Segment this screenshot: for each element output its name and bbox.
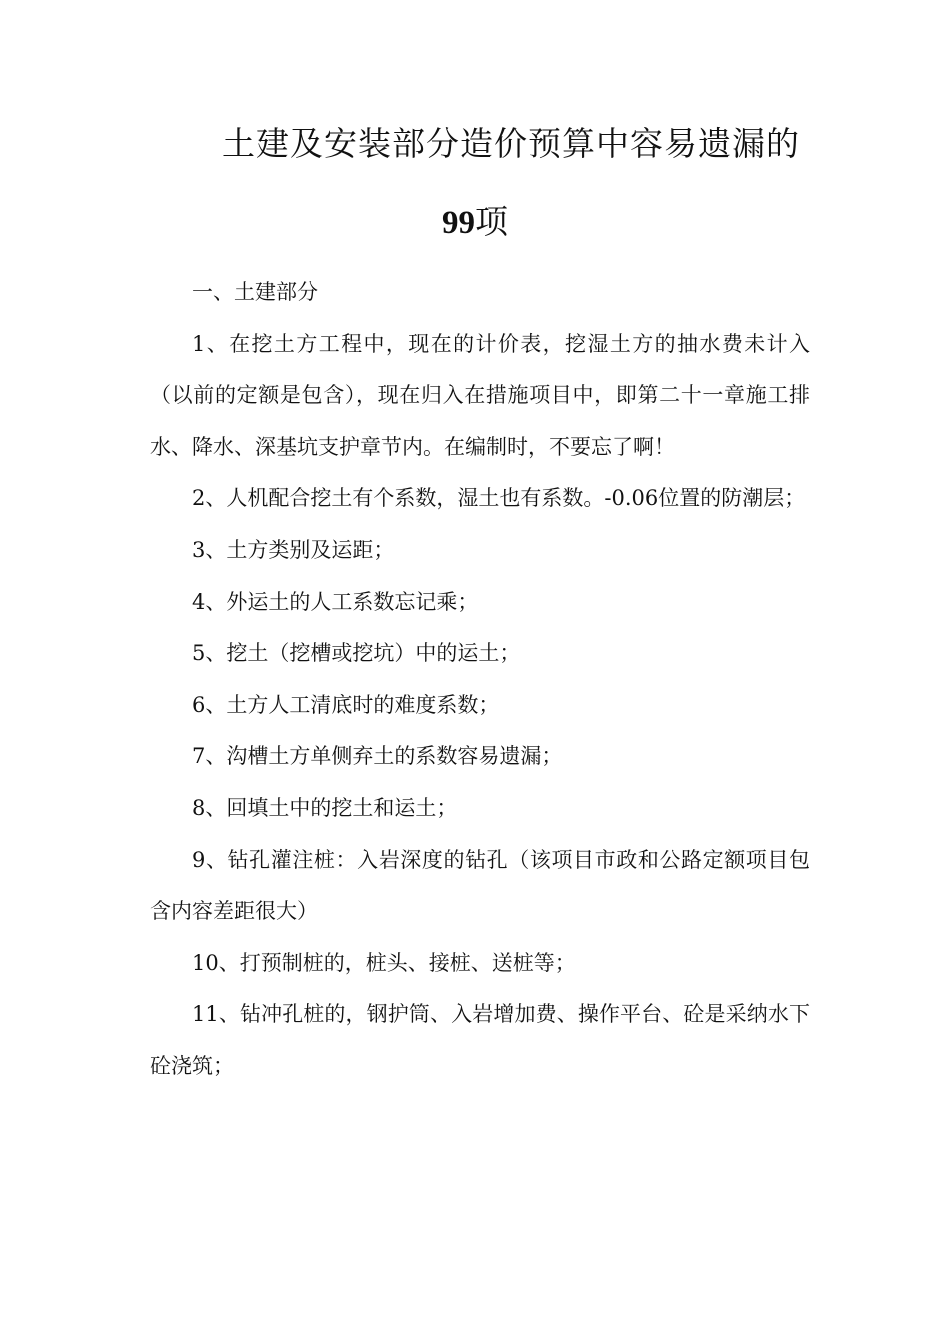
document-title-line2 [0,196,950,249]
title-suffix: 项 [475,202,508,241]
list-item-1: 1、在挖土方工程中，现在的计价表，挖湿土方的抽水费未计入（以前的定额是包含），现在归入在措施项目中，即第二十一章施工排水、降水、深基坑支护章节内。在编制时，不要忘了啊！ [150,331,810,459]
list-item-4: 4、外运土的人工系数忘记乘； [192,589,479,614]
list-item-9: 9、钻孔灌注桩：入岩深度的钻孔（该项目市政和公路定额项目包含内容差距很大） [150,847,810,924]
list-item-11: 11、钻冲孔桩的，钢护筒、入岩增加费、操作平台、砼是采纳水下砼浇筑； [150,1002,810,1078]
list-item-3: 3、土方类别及运距； [192,537,395,562]
document-title-line1: 土建及安装部分造价预算中容易遗漏的 [222,124,800,163]
document-body [150,267,810,1093]
list-item-10: 10、打预制桩的，桩头、接桩、送桩等； [192,950,576,975]
list-item-8: 8、回填土中的挖土和运土； [192,795,458,820]
list-item-5: 5、挖土（挖槽或挖坑）中的运土； [192,641,521,666]
section-heading: 一、土建部分 [192,280,318,304]
list-item-6: 6、土方人工清底时的难度系数； [192,692,500,717]
list-item-7: 7、沟槽土方单侧弃土的系数容易遗漏； [192,744,563,769]
title-number: 99 [442,205,475,241]
list-item-2: 2、人机配合挖土有个系数，湿土也有系数。-0.06位置的防潮层； [192,486,806,511]
